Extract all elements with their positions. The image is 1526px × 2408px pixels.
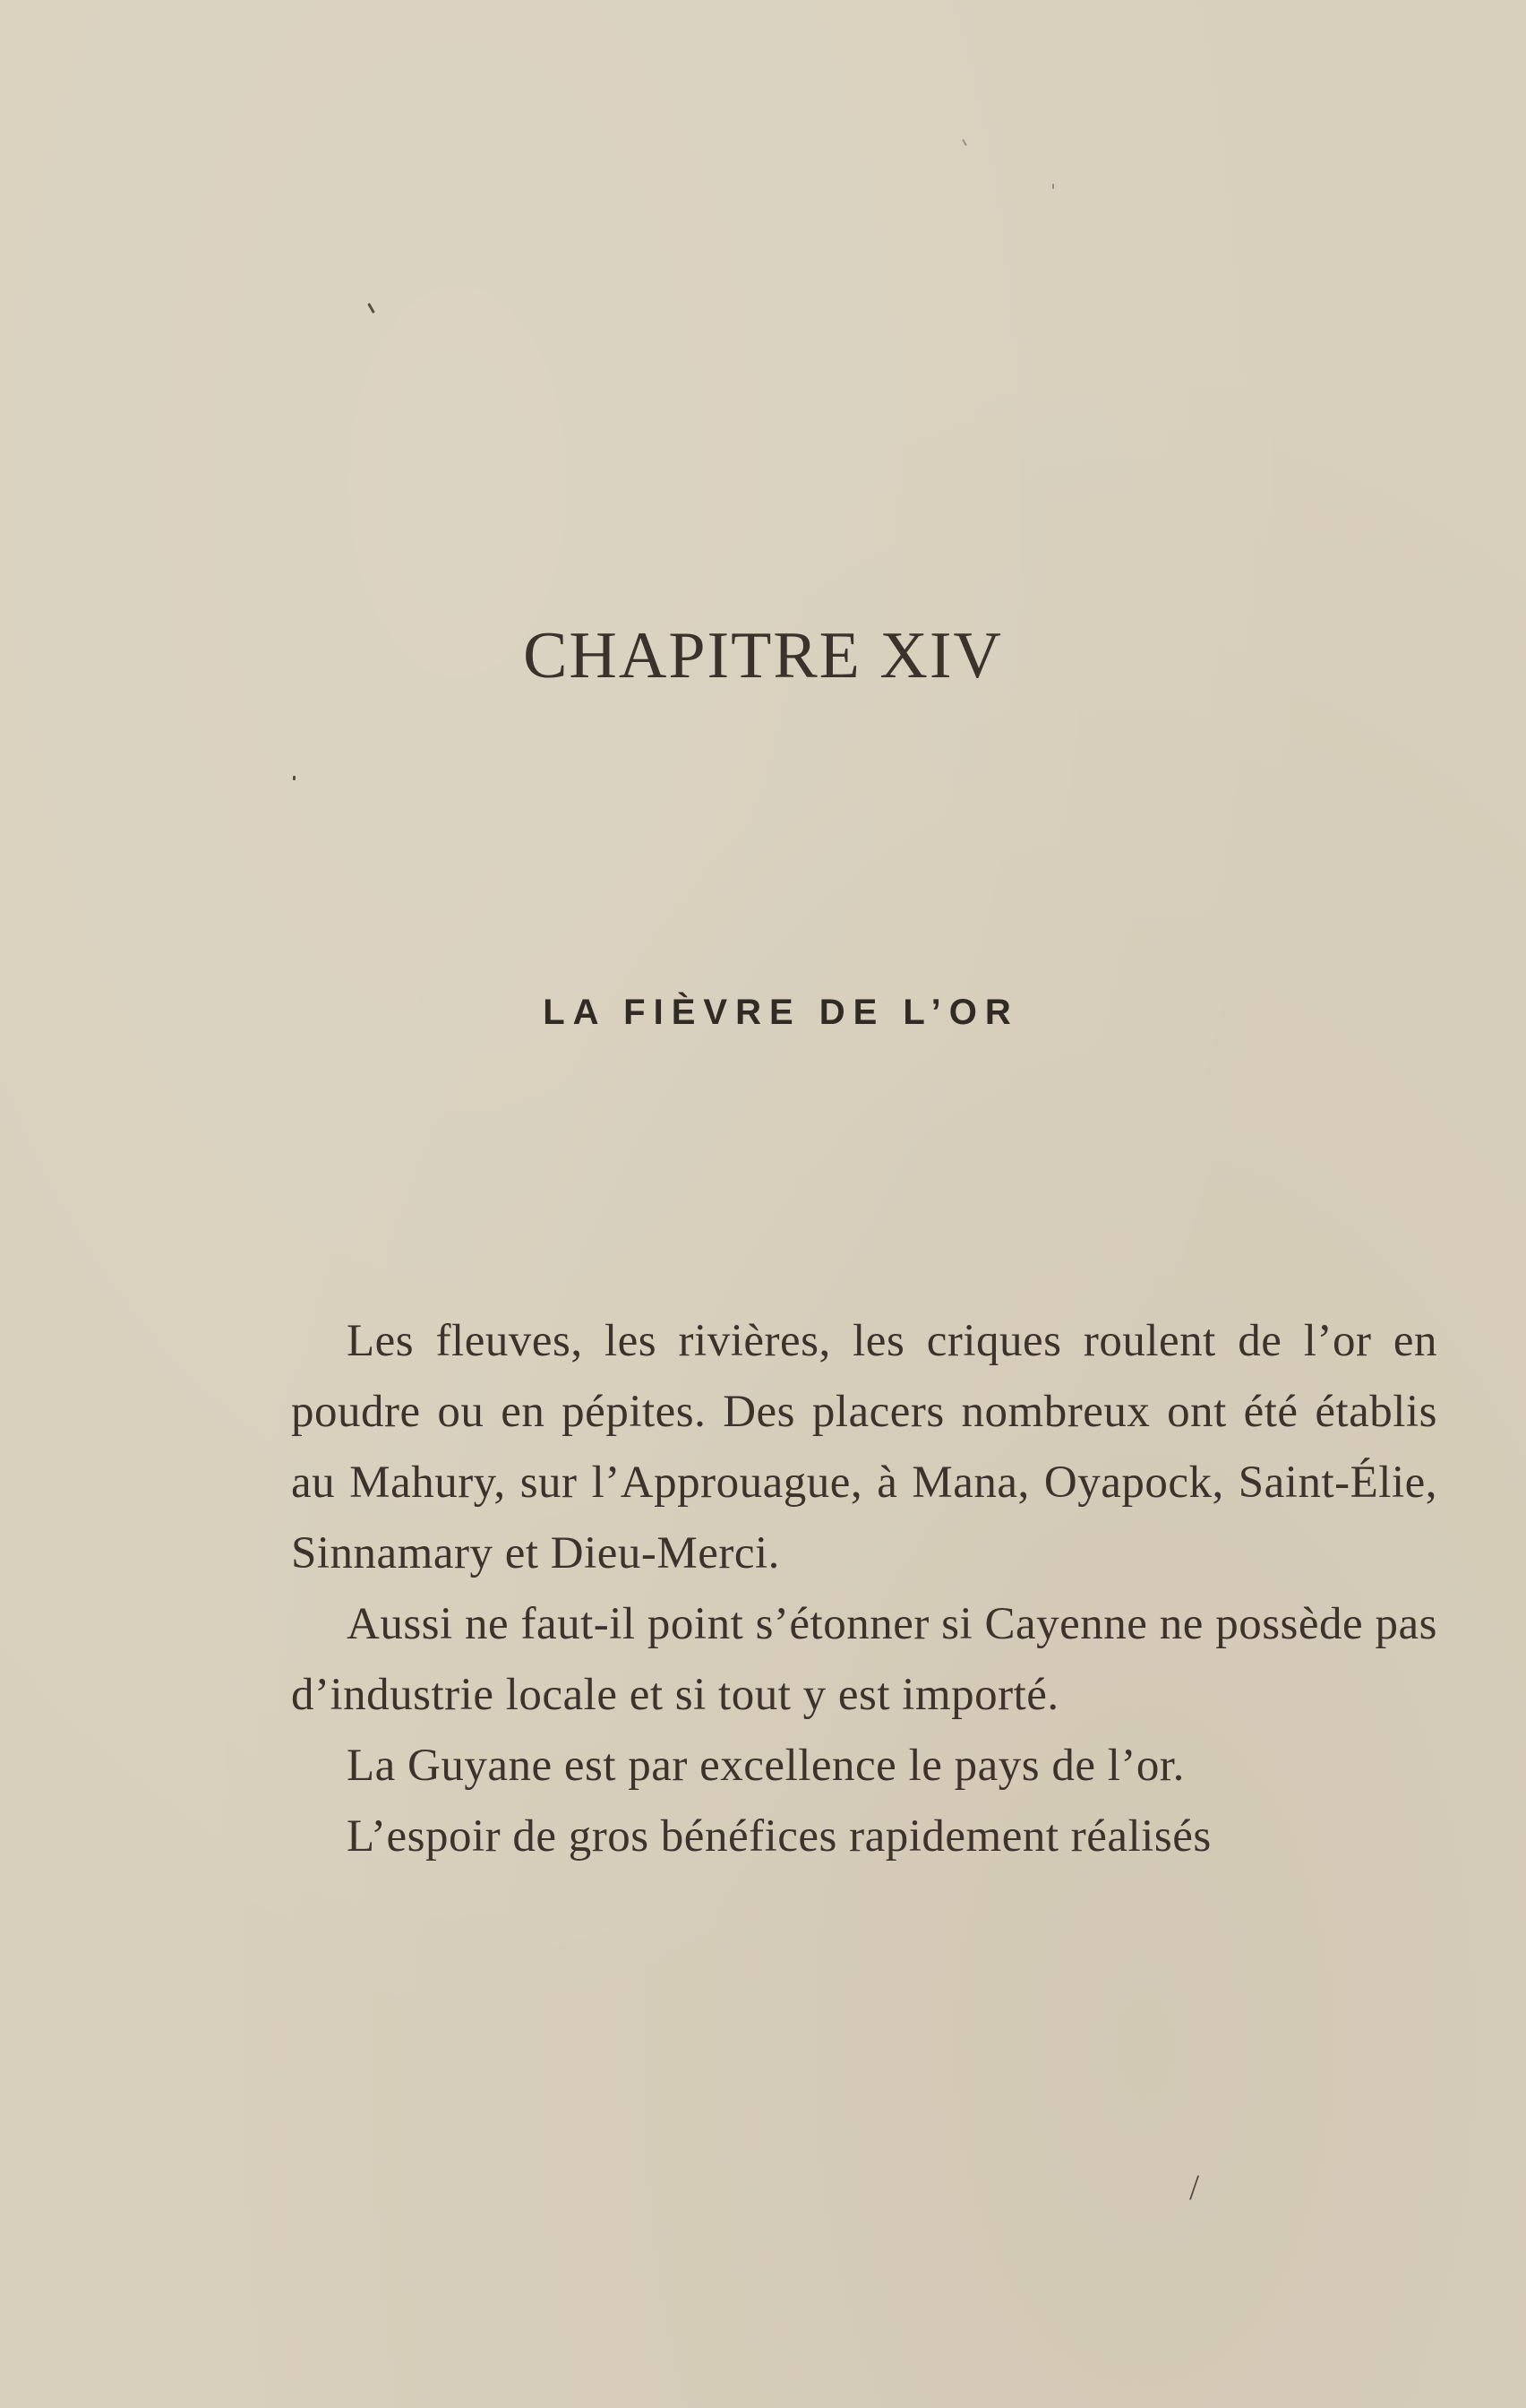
ink-speck (367, 303, 375, 314)
chapter-subtitle: LA FIÈVRE DE L’OR (543, 993, 1019, 1032)
ink-speck (962, 139, 967, 146)
ink-speck (1052, 184, 1054, 189)
chapter-heading: CHAPITRE XIV (523, 619, 1003, 692)
ink-speck (293, 776, 296, 780)
paragraph: Aussi ne faut-il point s’étonner si Cayenne ne possède pas d’industrie locale et si tout y est importé. (291, 1599, 1437, 1720)
body-text (291, 1306, 1437, 1872)
footer-mark: / (1189, 2167, 1200, 2207)
paragraph: L’espoir de gros bénéfices rapidement réalisés (347, 1811, 1212, 1862)
paragraph: La Guyane est par excellence le pays de l’or. (347, 1741, 1185, 1791)
paragraph: Les fleuves, les rivières, les criques roulent de l’or en poudre ou en pépites. Des placers nombreux ont été établis au Mahury, sur l’Approuague, à Mana, Oyapock, Saint-Élie, Sinnamary et Dieu-Merci. (291, 1316, 1437, 1578)
